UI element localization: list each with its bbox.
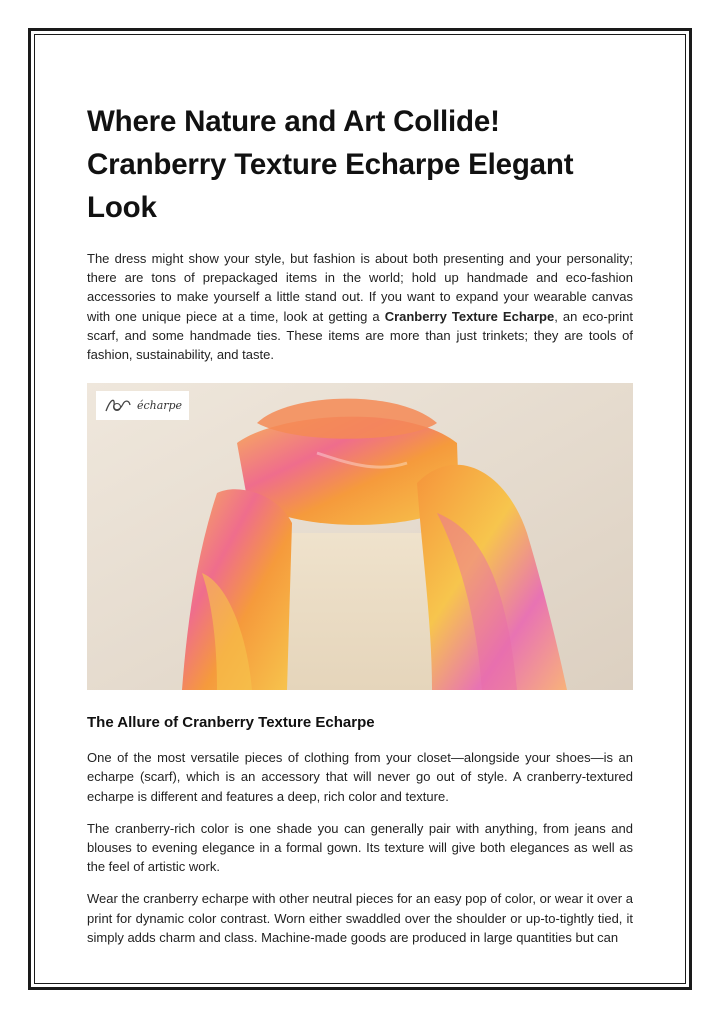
section-heading: The Allure of Cranberry Texture Echarpe [87, 714, 375, 732]
logo-text: écharpe [136, 399, 183, 413]
intro-text-end: , an eco-print scarf, and some handmade ties. These items are more than just trinkets; they are tools of fashion, sustainability, and taste. [87, 308, 633, 363]
document-content [87, 100, 633, 947]
intro-text-start: The dress might show your style, but fashion is about both presenting and your personality; there are tons of prepackaged items in the world; hold up handmade and eco-fashion accessories to make yourself a little stand out. If you want to expand your wearable canvas with one unique piece at a time, look at getting a [87, 251, 633, 324]
intro-paragraph [87, 249, 633, 364]
section-paragraph-1: One of the most versatile pieces of clothing from your closet—alongside your shoes—is an echarpe (scarf), which is an accessory that will never go out of style. A cranberry-textured echarpe is different and features a deep, rich color and texture. [87, 750, 633, 804]
section-paragraph-3: Wear the cranberry echarpe with other neutral pieces for an easy pop of color, or wear it over a print for dynamic color contrast. Worn either swaddled over the shoulder or up-to-tightly tied, it simply adds charm and class. Machine-made goods are produced in large quantities but can [87, 891, 633, 945]
scarf-illustration [87, 383, 633, 690]
logo-mark-icon [103, 396, 133, 416]
page-title: Where Nature and Art Collide! Cranberry Texture Echarpe Elegant Look [87, 105, 574, 224]
brand-logo [96, 391, 189, 420]
scarf-photo [87, 383, 633, 690]
section-paragraph-2: The cranberry-rich color is one shade you can generally pair with anything, from jeans and blouses to evening elegance in a formal gown. Its texture will give both elegances as well as the feel of artistic work. [87, 820, 633, 875]
product-name-bold: Cranberry Texture Echarpe [384, 308, 555, 324]
